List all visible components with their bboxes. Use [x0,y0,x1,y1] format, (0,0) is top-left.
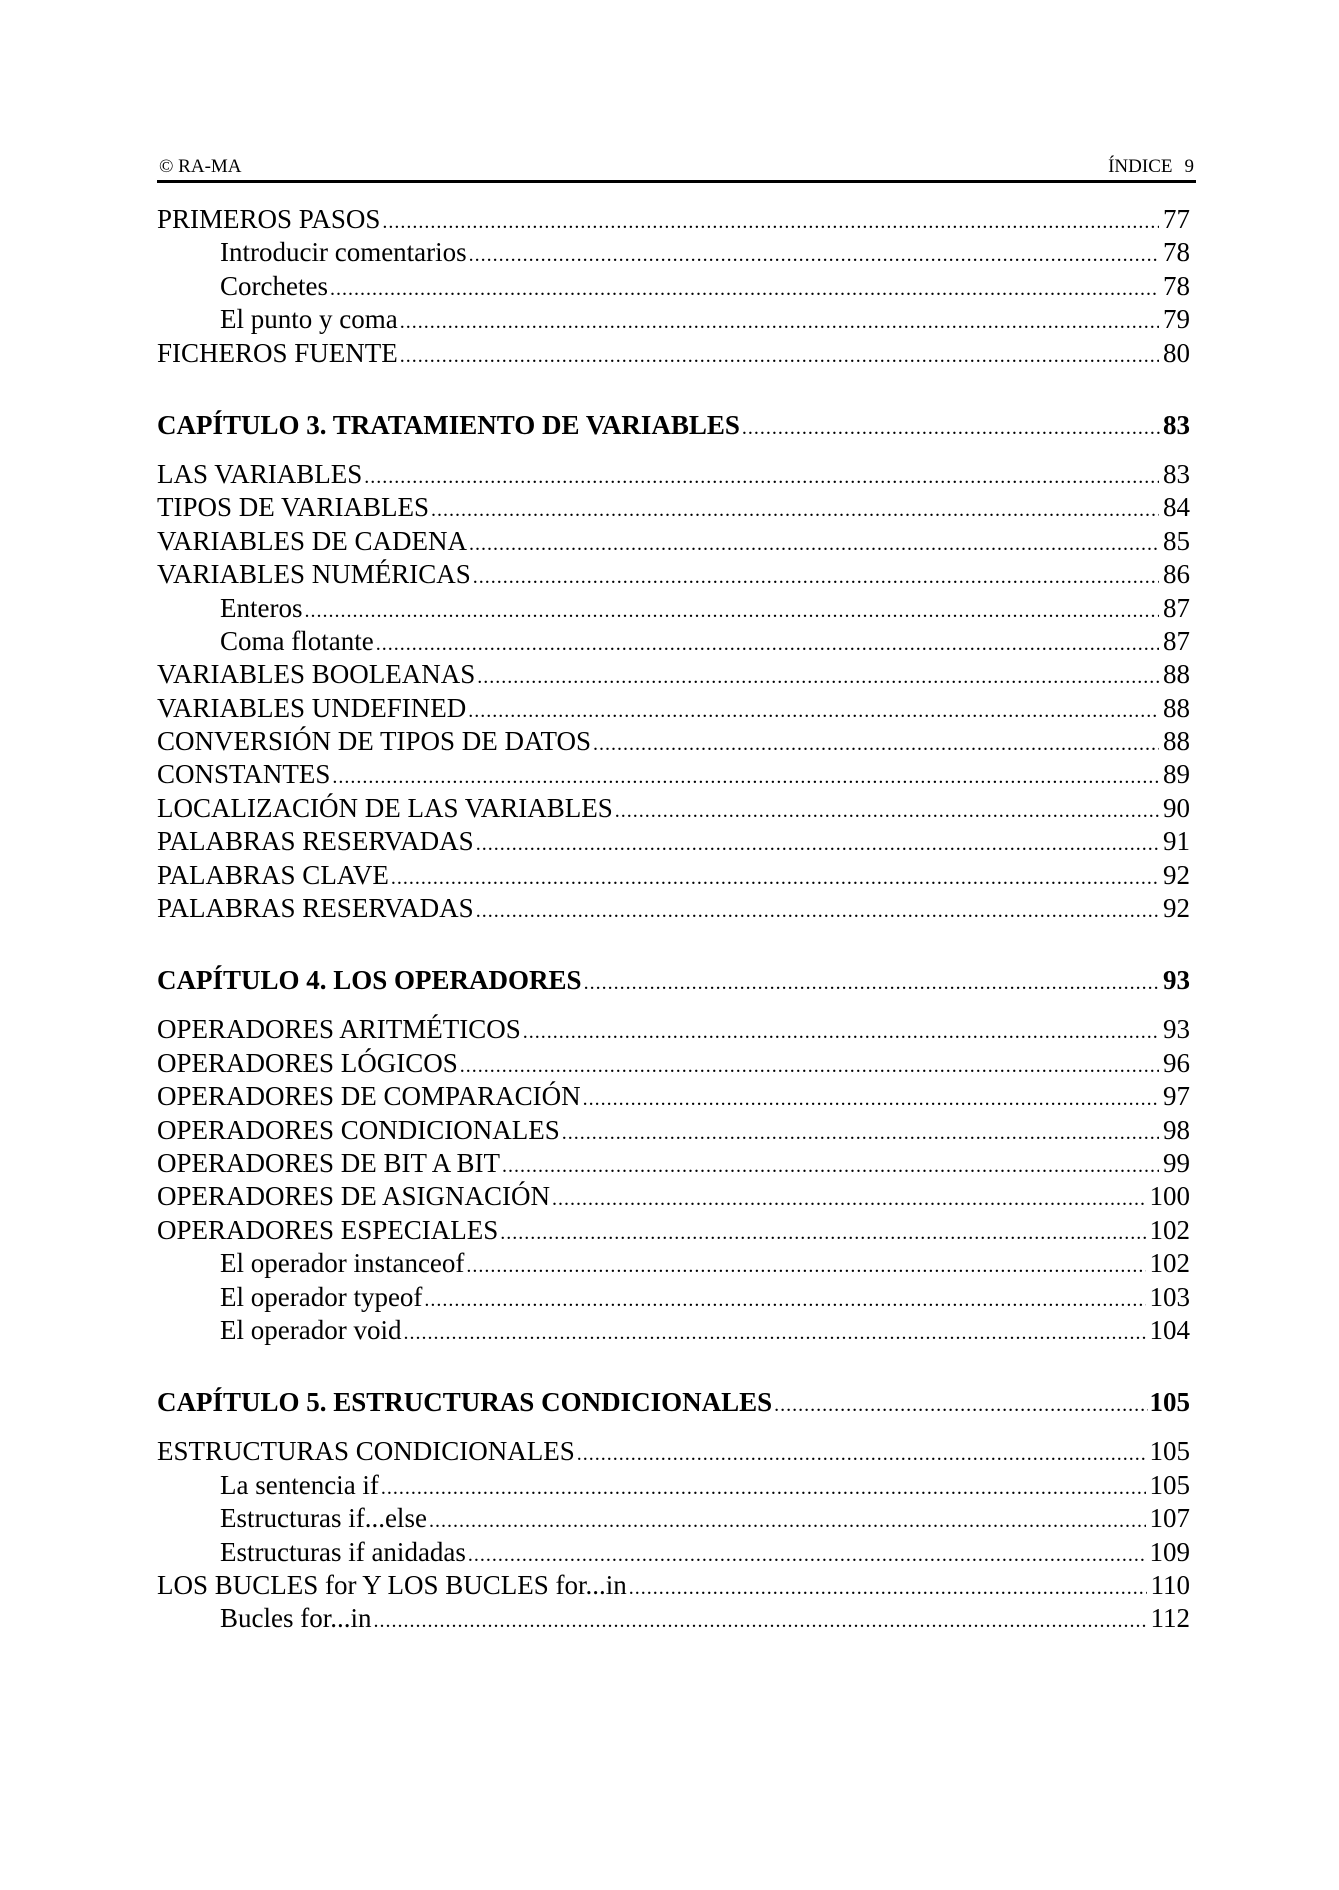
entry-title: OPERADORES DE COMPARACIÓN [157,1081,581,1112]
dot-leader [466,1250,1145,1283]
entry-title: Enteros [220,592,303,623]
dot-leader [373,1605,1146,1638]
chapter-heading[interactable] [157,955,1190,1005]
toc-entry[interactable] [157,1180,1190,1213]
entry-title: VARIABLES DE CADENA [157,525,468,556]
toc-entry[interactable] [157,525,1190,558]
toc-subentry[interactable] [157,1314,1190,1347]
chapter-page-number: 83 [1163,409,1190,440]
dot-leader [742,403,1161,453]
chapter-title: CAPÍTULO 4. LOS OPERADORES [157,965,582,996]
toc-entry[interactable] [157,825,1190,858]
dot-leader [391,862,1159,895]
entry-title: VARIABLES NUMÉRICAS [157,559,471,590]
dot-leader [593,728,1159,761]
entry-page-number: 107 [1149,1503,1190,1534]
dot-leader [473,561,1159,594]
entry-title: CONVERSIÓN DE TIPOS DE DATOS [157,726,592,757]
toc-entry[interactable] [157,792,1190,825]
toc-entry[interactable] [157,1080,1190,1113]
entry-page-number: 112 [1150,1603,1190,1634]
dot-leader [476,895,1159,928]
entry-title: VARIABLES UNDEFINED [157,692,467,723]
dot-leader [468,695,1159,728]
dot-leader [364,461,1159,494]
entry-page-number: 88 [1163,692,1190,723]
entry-title: El punto y coma [220,304,398,335]
entry-page-number: 80 [1163,337,1190,368]
entry-page-number: 105 [1149,1469,1190,1500]
entry-page-number: 102 [1149,1214,1190,1245]
dot-leader [376,628,1159,661]
entry-title: El operador void [220,1314,402,1345]
toc-subentry[interactable] [157,1247,1190,1280]
chapter-page-number: 93 [1163,965,1190,996]
entry-title: TIPOS DE VARIABLES [157,492,430,523]
header-rule [157,180,1196,183]
entry-title: Estructuras if anidadas [220,1536,466,1567]
header-right [1108,156,1194,178]
entry-title: FICHEROS FUENTE [157,337,398,368]
running-header [157,150,1196,178]
section-name: ÍNDICE [1108,156,1173,177]
toc-entry[interactable] [157,1569,1190,1602]
chapter-title: CAPÍTULO 3. TRATAMIENTO DE VARIABLES [157,409,740,440]
entry-page-number: 86 [1163,559,1190,590]
dot-leader [431,494,1159,527]
entry-title: PALABRAS CLAVE [157,859,389,890]
dot-leader [502,1150,1159,1183]
entry-title: OPERADORES DE ASIGNACIÓN [157,1181,551,1212]
dot-leader [500,1217,1145,1250]
entry-title: ESTRUCTURAS CONDICIONALES [157,1436,575,1467]
table-of-contents [157,203,1190,1636]
entry-page-number: 78 [1163,237,1190,268]
entry-page-number: 102 [1149,1248,1190,1279]
entry-page-number: 85 [1163,525,1190,556]
entry-page-number: 96 [1163,1047,1190,1078]
entry-page-number: 87 [1163,625,1190,656]
entry-page-number: 98 [1163,1114,1190,1145]
toc-entry[interactable] [157,758,1190,791]
entry-title: LOS BUCLES for Y LOS BUCLES for...in [157,1569,627,1600]
entry-page-number: 84 [1163,492,1190,523]
toc-entry[interactable] [157,458,1190,491]
toc-subentry[interactable] [157,303,1190,336]
toc-entry[interactable] [157,1147,1190,1180]
entry-title: CONSTANTES [157,759,331,790]
entry-title: Corchetes [220,270,328,301]
dot-leader [476,828,1159,861]
entry-title: LOCALIZACIÓN DE LAS VARIABLES [157,792,613,823]
chapter-page-number: 105 [1149,1387,1190,1418]
entry-page-number: 88 [1163,659,1190,690]
dot-leader [460,1050,1159,1083]
entry-title: Introducir comentarios [220,237,467,268]
toc-subentry[interactable] [157,1502,1190,1535]
entry-title: Coma flotante [220,625,374,656]
toc-entry[interactable] [157,892,1190,925]
toc-entry[interactable] [157,1114,1190,1147]
entry-title: OPERADORES LÓGICOS [157,1047,458,1078]
toc-subentry[interactable] [157,1281,1190,1314]
entry-page-number: 109 [1149,1536,1190,1567]
dot-leader [629,1572,1147,1605]
dot-leader [577,1438,1146,1471]
dot-leader [400,306,1159,339]
entry-page-number: 104 [1149,1314,1190,1345]
entry-page-number: 92 [1163,859,1190,890]
entry-page-number: 110 [1150,1569,1190,1600]
dot-leader [330,273,1159,306]
book-page [157,150,1196,1636]
entry-page-number: 97 [1163,1081,1190,1112]
dot-leader [523,1016,1159,1049]
entry-page-number: 89 [1163,759,1190,790]
toc-entry[interactable] [157,725,1190,758]
entry-title: OPERADORES CONDICIONALES [157,1114,560,1145]
dot-leader [477,661,1159,694]
entry-title: Estructuras if...else [220,1503,427,1534]
toc-subentry[interactable] [157,1469,1190,1502]
chapter-heading[interactable] [157,400,1190,450]
entry-page-number: 77 [1163,204,1190,234]
dot-leader [424,1284,1145,1317]
toc-subentry[interactable] [157,592,1190,625]
entry-page-number: 99 [1163,1147,1190,1178]
entry-title: PALABRAS RESERVADAS [157,826,474,857]
toc-entry[interactable] [157,1047,1190,1080]
dot-leader [469,239,1159,272]
entry-page-number: 91 [1163,826,1190,857]
dot-leader [615,795,1159,828]
entry-title: Bucles for...in [220,1603,372,1634]
entry-page-number: 93 [1163,1014,1190,1045]
chapter-heading[interactable] [157,1377,1190,1427]
dot-leader [468,1539,1146,1572]
publisher-mark: © RA-MA [159,156,242,177]
dot-leader [552,1183,1145,1216]
dot-leader [774,1380,1147,1430]
dot-leader [469,528,1159,561]
dot-leader [304,595,1159,628]
dot-leader [400,340,1159,373]
dot-leader [332,761,1159,794]
entry-title: El operador instanceof [220,1248,465,1279]
dot-leader [584,958,1161,1008]
entry-title: OPERADORES ARITMÉTICOS [157,1014,521,1045]
dot-leader [382,206,1159,239]
toc-entry[interactable] [157,558,1190,591]
entry-page-number: 90 [1163,792,1190,823]
entry-title: PRIMEROS PASOS [157,204,381,234]
toc-entry[interactable] [157,859,1190,892]
entry-title: VARIABLES BOOLEANAS [157,659,476,690]
entry-page-number: 100 [1149,1181,1190,1212]
chapter-title: CAPÍTULO 5. ESTRUCTURAS CONDICIONALES [157,1387,773,1418]
toc-entry[interactable] [157,692,1190,725]
entry-title: PALABRAS RESERVADAS [157,893,474,924]
dot-leader [381,1472,1146,1505]
entry-page-number: 103 [1149,1281,1190,1312]
toc-subentry[interactable] [157,270,1190,303]
entry-page-number: 79 [1163,304,1190,335]
dot-leader [429,1505,1146,1538]
dot-leader [562,1117,1159,1150]
toc-subentry[interactable] [157,1602,1190,1635]
page-number: 9 [1184,156,1194,177]
toc-entry[interactable] [157,491,1190,524]
toc-entry[interactable] [157,658,1190,691]
entry-page-number: 78 [1163,270,1190,301]
entry-title: La sentencia if [220,1469,379,1500]
entry-page-number: 88 [1163,726,1190,757]
toc-entry[interactable] [157,337,1190,370]
dot-leader [583,1083,1159,1116]
toc-entry[interactable] [157,1214,1190,1247]
dot-leader [403,1317,1145,1350]
toc-entry[interactable] [157,203,1190,236]
entry-title: El operador typeof [220,1281,423,1312]
entry-title: OPERADORES DE BIT A BIT [157,1147,501,1178]
toc-entry[interactable] [157,1013,1190,1046]
toc-entry[interactable] [157,1435,1190,1468]
entry-page-number: 83 [1163,458,1190,489]
entry-page-number: 87 [1163,592,1190,623]
entry-title: LAS VARIABLES [157,458,363,489]
toc-subentry[interactable] [157,625,1190,658]
toc-subentry[interactable] [157,1536,1190,1569]
entry-page-number: 105 [1149,1436,1190,1467]
entry-title: OPERADORES ESPECIALES [157,1214,499,1245]
entry-page-number: 92 [1163,893,1190,924]
toc-subentry[interactable] [157,236,1190,269]
